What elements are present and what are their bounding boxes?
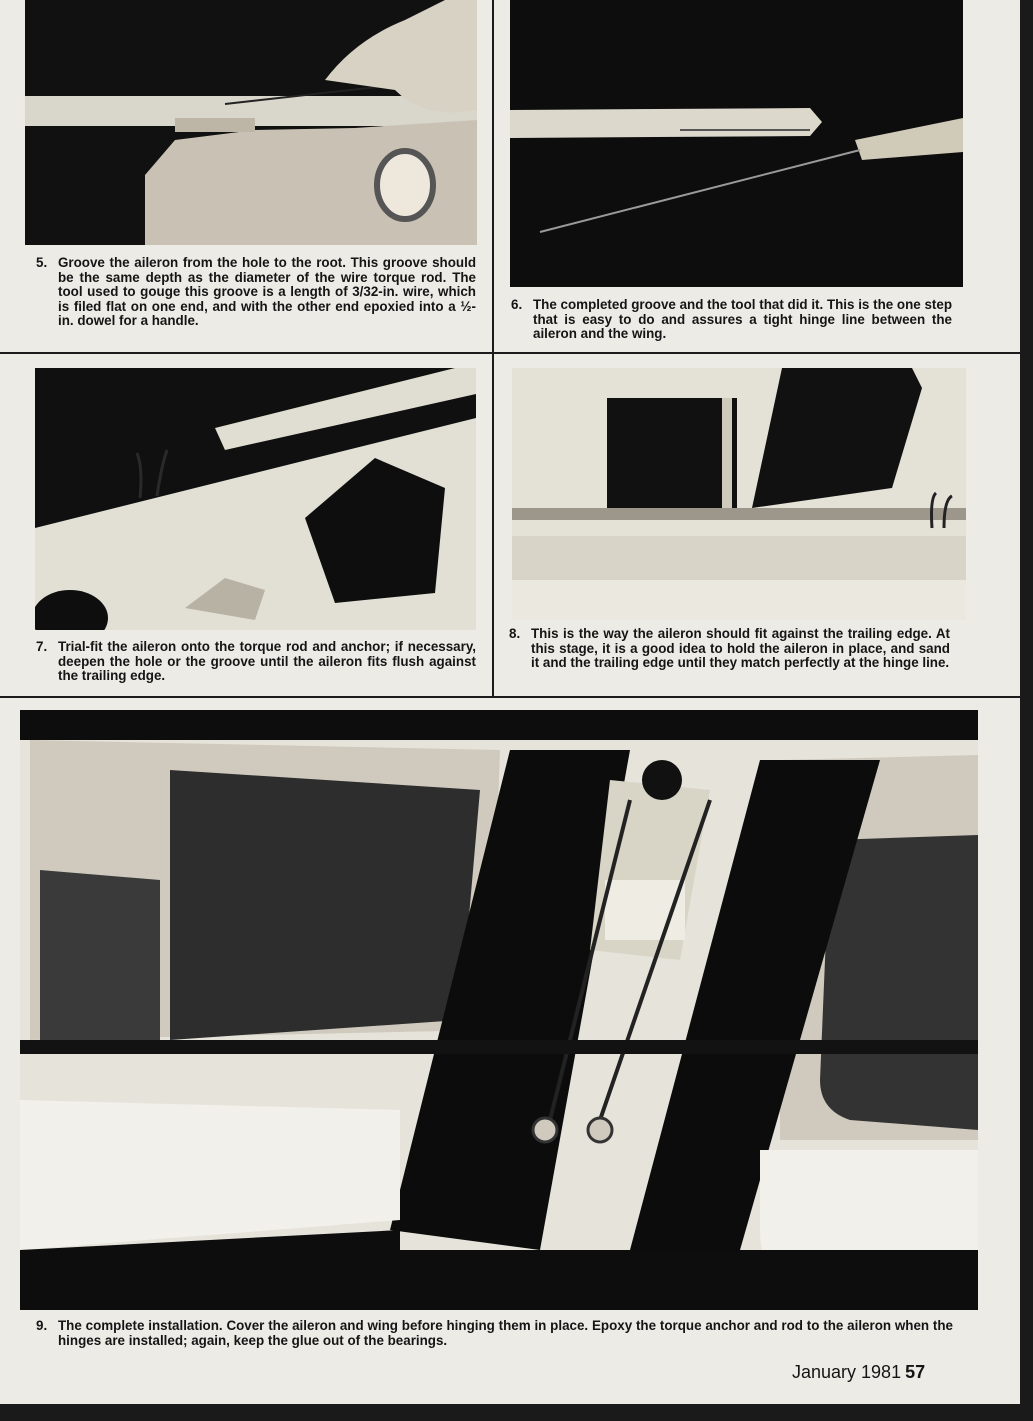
caption-9-number: 9. <box>36 1318 48 1333</box>
caption-6 <box>511 297 952 342</box>
photo-5-grooving-aileron <box>25 0 477 245</box>
caption-5-text: Groove the aileron from the hole to the root. This groove should be the same depth as the diameter of the wire torque rod. The tool used to gouge this groove is a length of 3/32-in. wire, which is filed flat on one end, and with the other end epoxied into a ½-in. dowel for a handle. <box>58 255 476 329</box>
caption-7-number: 7. <box>36 639 48 654</box>
divider-row-1 <box>0 352 1020 354</box>
page-number: 57 <box>905 1362 926 1382</box>
caption-6-text: The completed groove and the tool that did it. This is the one step that is easy to do and assures a tight hinge line between the aileron and the wing. <box>533 297 952 342</box>
photo-8-aileron-fit <box>512 368 966 620</box>
caption-5 <box>36 255 476 329</box>
page-footer <box>792 1362 925 1383</box>
caption-8 <box>509 626 950 671</box>
caption-9-text: The complete installation. Cover the aileron and wing before hinging them in place. Epoxy the torque anchor and rod to the aileron when the hinges are installed; again, keep the glue out of the bearings. <box>58 1318 953 1348</box>
caption-7 <box>36 639 476 684</box>
caption-5-number: 5. <box>36 255 48 270</box>
caption-8-text: This is the way the aileron should fit against the trailing edge. At this stage, it is a good idea to hold the aileron in place, and sand it and the trailing edge until they match perfectly at the hinge line. <box>531 626 950 671</box>
photo-7-trial-fit <box>35 368 476 630</box>
photo-9-complete-installation <box>20 710 978 1310</box>
issue-date: January 1981 <box>792 1362 902 1382</box>
caption-7-text: Trial-fit the aileron onto the torque rod and anchor; if necessary, deepen the hole or the groove until the aileron fits flush against the trailing edge. <box>58 639 476 684</box>
divider-row-2 <box>0 696 1020 698</box>
divider-column-middle <box>492 354 494 696</box>
photo-6-completed-groove <box>510 0 963 287</box>
caption-9 <box>36 1318 953 1348</box>
caption-6-number: 6. <box>511 297 523 312</box>
divider-column-top <box>492 0 494 352</box>
caption-8-number: 8. <box>509 626 521 641</box>
